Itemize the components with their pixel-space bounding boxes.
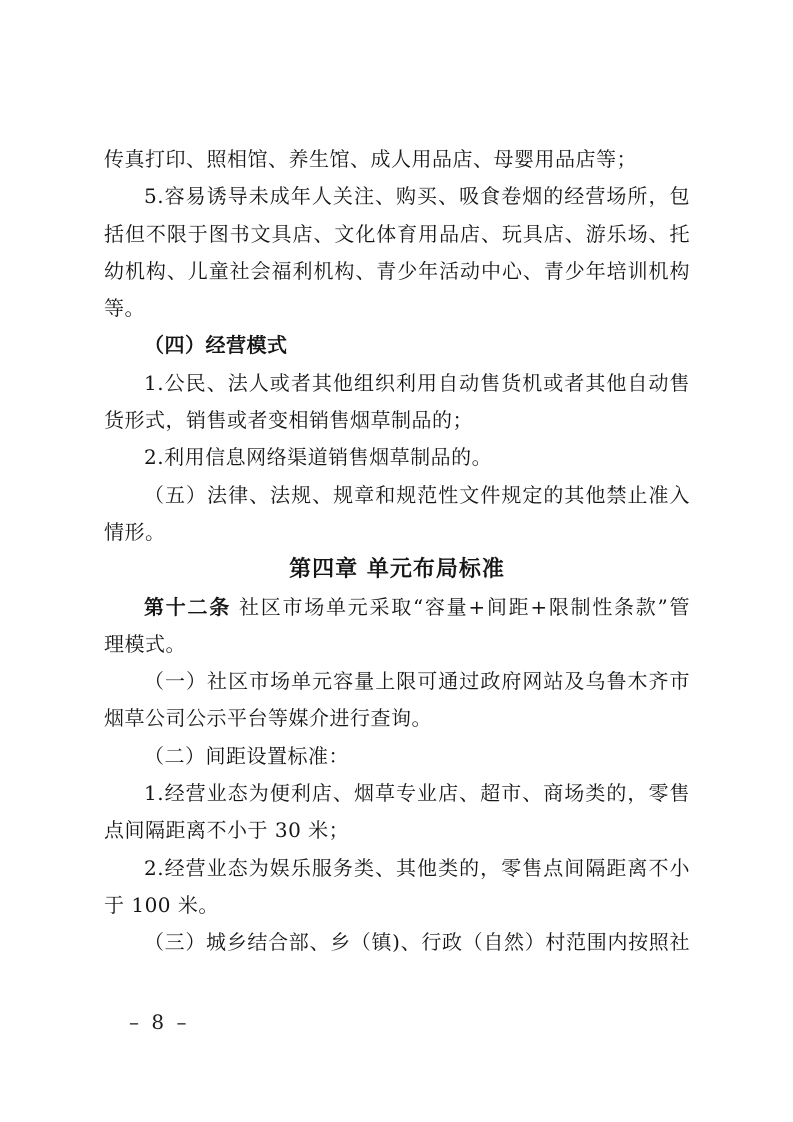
list-item-line: 2.利用信息网络渠道销售烟草制品的。 [144, 445, 493, 470]
list-item-line: 1.经营业态为便利店、烟草专业店、超市、商场类的，零售 [144, 781, 690, 806]
section-heading: （四）经营模式 [144, 333, 288, 358]
body-line: 货形式，销售或者变相销售烟草制品的； [104, 408, 473, 433]
chapter-heading: 第四章 单元布局标准 [289, 557, 505, 583]
page-number: – 8 – [129, 1010, 190, 1034]
article-text: 社区市场单元采取“容量+间距+限制性条款”管 [230, 594, 690, 619]
list-item-line: （二）间距设置标准： [144, 743, 349, 768]
body-line: 传真打印、照相馆、养生馆、成人用品店、母婴用品店等； [104, 147, 637, 171]
list-item-line: 5.容易诱导未成年人关注、购买、吸食卷烟的经营场所，包 [144, 184, 690, 209]
list-item-line: 1.公民、法人或者其他组织利用自动售货机或者其他自动售 [144, 370, 690, 395]
body-line: 括但不限于图书文具店、文化体育用品店、玩具店、游乐场、托 [104, 221, 690, 246]
body-line: 幼机构、儿童社会福利机构、青少年活动中心、青少年培训机构 [104, 258, 690, 283]
document-body [104, 141, 690, 962]
body-line: 理模式。 [104, 631, 186, 656]
body-line: 等。 [104, 296, 145, 321]
body-line: 烟草公司公示平台等媒介进行查询。 [104, 706, 432, 731]
list-item-line: （五）法律、法规、规章和规范性文件规定的其他禁止准入 [144, 482, 690, 507]
body-line: 于 100 米。 [104, 892, 219, 917]
body-line: 情形。 [104, 519, 166, 544]
article-number: 第十二条 [144, 594, 231, 619]
article-clause-line [104, 589, 690, 626]
body-line: 点间隔距离不小于 30 米； [104, 818, 350, 843]
list-item-line: （三）城乡结合部、乡（镇)、行政（自然）村范围内按照社 [144, 930, 690, 955]
list-item-line: 2.经营业态为娱乐服务类、其他类的，零售点间隔距离不小 [144, 855, 690, 880]
list-item-line: （一）社区市场单元容量上限可通过政府网站及乌鲁木齐市 [144, 669, 690, 694]
